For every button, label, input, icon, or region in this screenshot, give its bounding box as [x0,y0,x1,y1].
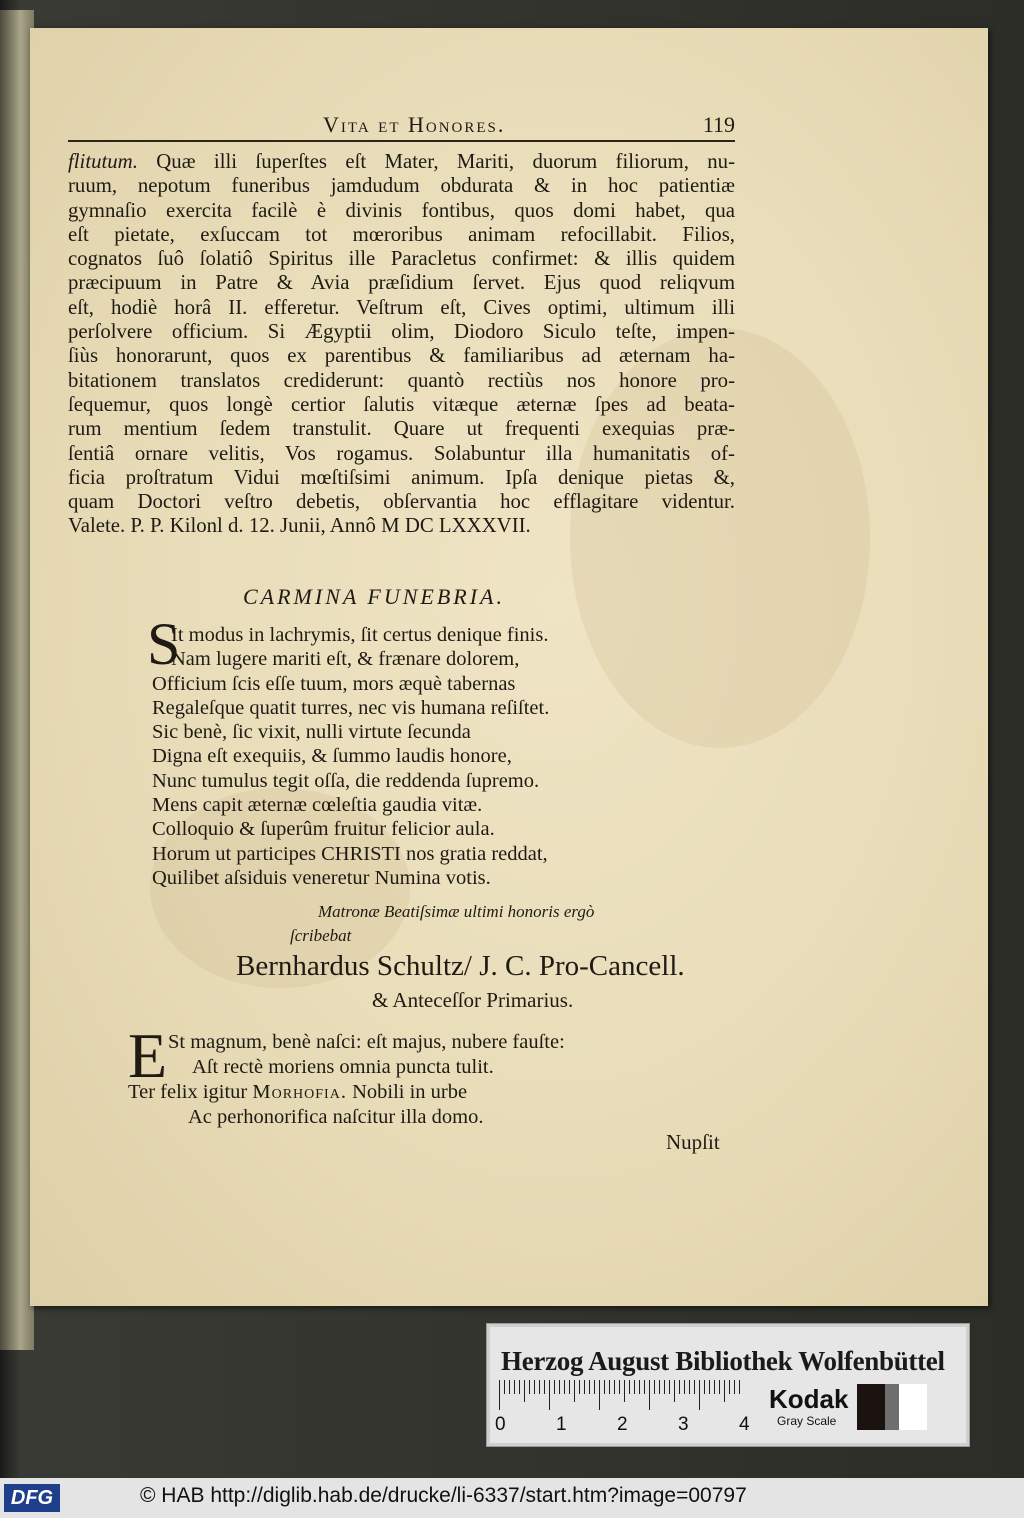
prose-line: perſolvere officium. Si Ægyptii olim, Diodoro Siculo teſte, impen- [68,320,735,344]
ruler-tick [504,1380,505,1394]
ruler-tick [684,1380,685,1394]
ruler-tick [729,1380,730,1394]
prose-line: ſequemur, quos longè certior ſalutis vitæque æternæ ſpes ad beata- [68,392,735,416]
poem-line: Sic benè, ſic vixit, nulli virtute ſecunda [152,721,471,744]
ruler-tick [559,1380,560,1394]
ruler-tick [739,1380,740,1394]
epigram [128,1030,565,1130]
ruler-tick [619,1380,620,1394]
poem-line: Nunc tumulus tegit oſſa, die reddenda ſupremo. [152,769,540,792]
ruler-tick [674,1380,675,1402]
prose-line: bitationem translatos crediderunt: quantò rectiùs nos honore pro- [68,368,735,392]
previous-page-edge [0,10,34,1350]
ruler-tick [599,1380,600,1410]
page-number: 119 [702,112,735,137]
ruler-tick [719,1380,720,1394]
ruler-tick [519,1380,520,1394]
prose-line: ſiùs honorarunt, quos ex parentibus & familiaribus ad æternam ha- [68,344,735,368]
ruler-number: 3 [678,1414,689,1435]
prose-line: rum mentium ſedem transtulit. Quare ut frequenti exequias præ- [68,417,735,441]
header-rule [68,140,735,142]
ruler-tick [624,1380,625,1402]
credit-link[interactable]: © HAB http://diglib.hab.de/drucke/li-6337/start.htm?image=00797 [140,1484,747,1507]
ruler-tick [649,1380,650,1410]
ruler-tick [724,1380,725,1402]
ruler-tick [659,1380,660,1394]
poem-line: Colloquio & ſuperûm fruitur felicior aula. [152,818,495,841]
author-role: & Anteceſſor Primarius. [372,988,574,1012]
ruler-tick [534,1380,535,1394]
ruler-number: 4 [739,1414,750,1435]
running-header [68,112,735,138]
prose-line: flitutum. Quæ illi ſuperſtes eſt Mater, Mariti, duorum filiorum, nu- [68,150,735,173]
ruler-tick [594,1380,595,1394]
ruler-tick [564,1380,565,1394]
ruler-tick [614,1380,615,1394]
ruler-tick [644,1380,645,1394]
poem-heading: CARMINA FUNEBRIA. [243,584,505,609]
poem-lines [152,623,549,890]
ruler-tick [709,1380,710,1394]
poem-line: Nam lugere mariti eſt, & frænare dolorem, [171,648,520,671]
ruler-tick [734,1380,735,1394]
ruler-tick [639,1380,640,1394]
ruler-number: 0 [495,1414,506,1435]
gray-patch-dark [857,1384,885,1430]
ruler-tick [654,1380,655,1394]
ruler-number: 2 [617,1414,628,1435]
footer-bar [0,1478,1024,1518]
ruler-tick [539,1380,540,1394]
prose-line: ruum, nepotum funeribus jamdudum obdurata & in hoc patientiæ [68,174,735,198]
gray-patch-light [899,1384,927,1430]
epigram-name: Morhofia. [252,1081,347,1103]
catchword: Nupſit [666,1130,720,1154]
poem-line: Digna eſt exequiis, & ſummo laudis honore, [152,745,512,768]
gray-scale-label: Gray Scale [777,1414,837,1428]
ruler-tick [544,1380,545,1394]
ruler-tick [549,1380,550,1410]
ruler-tick [509,1380,510,1394]
dedication-line: Matronæ Beatiſsimæ ultimi honoris ergò [318,902,595,921]
ruler-tick [629,1380,630,1394]
ruler-tick [609,1380,610,1394]
ruler-tick [584,1380,585,1394]
poem-line: Mens capit æternæ cœleſtia gaudia vitæ. [152,794,483,817]
ruler-tick [714,1380,715,1394]
header-title: Vita et Honores. [323,112,506,137]
prose-line: ficia proſtratum Vidui mœſtiſsimi animum. Ipſa denique pietas &, [68,465,735,489]
ruler-tick [499,1380,500,1410]
poem-line: Horum ut participes CHRISTI nos gratia reddat, [152,842,548,865]
epigram-dropcap: E [128,1020,168,1091]
gray-patch-mid [885,1384,899,1430]
prose-line: cognatos ſuô ſolatiô Spiritus ille Paracletus confirmet: & illis quidem [68,247,735,271]
prose-line: gymnaſio exercita facilè è divinis fontibus, quos domi habet, qua [68,198,735,222]
ruler-number: 1 [556,1414,567,1435]
dedication-scribebat: ſcribebat [290,926,352,945]
ruler-tick [529,1380,530,1394]
epigram-line: St magnum, benè naſci: eſt majus, nubere fauſte: [168,1031,565,1053]
ruler-tick [699,1380,700,1410]
ruler-tick [569,1380,570,1394]
ruler-tick [664,1380,665,1394]
ruler-tick [589,1380,590,1394]
epigram-line: Aſt rectè moriens omnia puncta tulit. [192,1056,494,1078]
prose-line: ſentiâ ornare velitis, Vos rogamus. Solabuntur illa humanitatis of- [68,441,735,465]
ruler-tick [634,1380,635,1394]
ruler-tick [679,1380,680,1394]
ruler [495,1380,750,1435]
poem-dropcap: S [147,611,181,677]
epigram-line: Ac perhonorifica naſcitur illa domo. [188,1106,484,1128]
ruler-tick [669,1380,670,1394]
ruler-tick [579,1380,580,1394]
kodak-brand: Kodak [769,1384,849,1414]
prose-line: eſt pietate, exſuccam tot mœroribus animam refocillabit. Filios, [68,222,735,246]
poem-line: Regaleſque quatit turres, nec vis humana reſiſtet. [152,696,550,719]
author-name: Bernhardus Schultz/ J. C. Pro-Cancell. [236,950,685,982]
color-calibration-card [486,1323,970,1447]
prose-line: quam Doctori veſtro debetis, obſervantia hoc efflagitare videntur. [68,490,735,514]
epigram-line-start: Ter felix igitur [128,1081,253,1103]
poem-line: Quilibet aſsiduis veneretur Numina votis. [152,866,491,889]
prose-line: eſt, hodiè horâ II. efferetur. Veſtrum eſt, Cives optimi, ultimum illi [68,295,735,319]
poem-line: Officium ſcis eſſe tuum, mors æquè tabernas [152,672,516,695]
ruler-tick [694,1380,695,1394]
library-name: Herzog August Bibliothek Wolfenbüttel [501,1346,945,1376]
ruler-tick [524,1380,525,1402]
prose-block [68,150,735,539]
prose-line: præcipuum in Patre & Avia præſidium ſervet. Ejus quod reliqvum [68,271,735,295]
ruler-tick [554,1380,555,1394]
poem-line: It modus in lachrymis, ſit certus denique finis. [171,624,549,646]
ruler-tick [689,1380,690,1394]
prose-line: Valete. P. P. Kilonl d. 12. Junii, Annô M DC LXXXVII. [68,514,531,538]
ruler-tick [604,1380,605,1394]
ruler-tick [574,1380,575,1402]
epigram-line [128,1080,565,1105]
ruler-tick [514,1380,515,1394]
prose-italic-word: flitutum. [68,150,138,173]
epigram-line-end: Nobili in urbe [346,1081,468,1103]
ruler-tick [704,1380,705,1394]
dfg-logo: DFG [4,1484,60,1512]
